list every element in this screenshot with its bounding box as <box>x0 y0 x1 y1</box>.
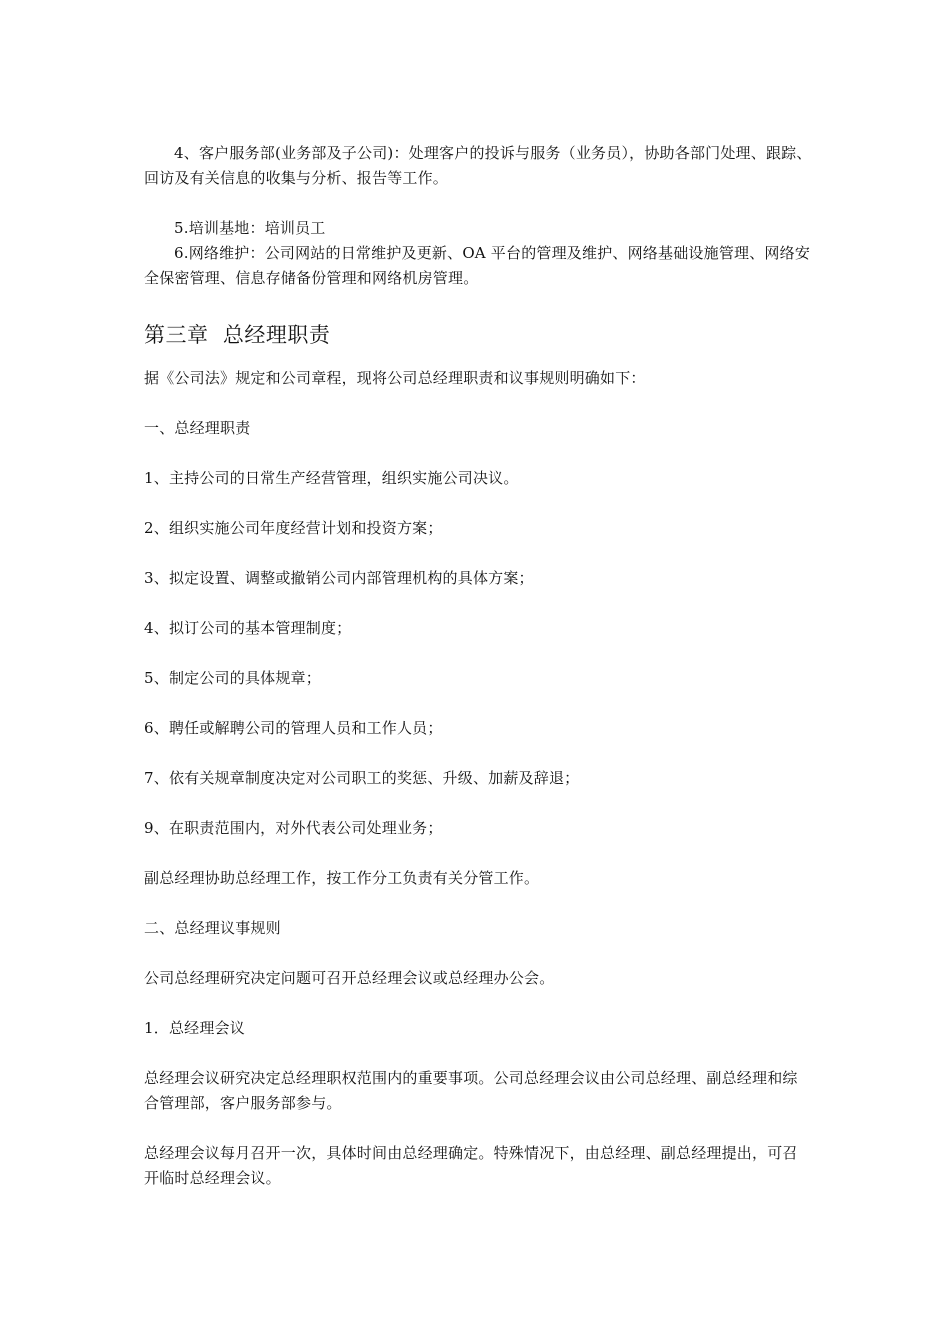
intro-paragraph: 据《公司法》规定和公司章程，现将公司总经理职责和议事规则明确如下： <box>144 369 646 387</box>
section-title-duties: 一、总经理职责 <box>144 419 251 437</box>
duty-item: 6、聘任或解聘公司的管理人员和工作人员； <box>144 719 443 737</box>
duty-item: 9、在职责范围内，对外代表公司处理业务； <box>144 819 443 837</box>
duty-item: 4、拟订公司的基本管理制度； <box>144 619 352 637</box>
section-title-rules: 二、总经理议事规则 <box>144 919 281 937</box>
duty-item: 2、组织实施公司年度经营计划和投资方案； <box>144 519 443 537</box>
meeting-title: 1．总经理会议 <box>144 1019 245 1037</box>
meeting-paragraph-2: 总经理会议每月召开一次，具体时间由总经理确定。特殊情况下，由总经理、副总经理提出，可召开临时总经理会议。 <box>144 1144 798 1187</box>
rules-intro: 公司总经理研究决定问题可召开总经理会议或总经理办公会。 <box>144 969 555 987</box>
meeting-paragraph-1: 总经理会议研究决定总经理职权范围内的重要事项。公司总经理会议由公司总经理、副总经理和综合管理部，客户服务部参与。 <box>144 1069 798 1112</box>
duty-item: 3、拟定设置、调整或撤销公司内部管理机构的具体方案； <box>144 569 534 587</box>
deputy-note: 副总经理协助总经理工作，按工作分工负责有关分管工作。 <box>144 869 540 887</box>
duty-item: 7、依有关规章制度决定对公司职工的奖惩、升级、加薪及辞退； <box>144 769 580 787</box>
paragraph-network-maintenance: 6.网络维护：公司网站的日常维护及更新、OA 平台的管理及维护、网络基础设施管理、网络安全保密管理、信息存储备份管理和网络机房管理。 <box>144 244 811 287</box>
paragraph-training-base: 5.培训基地：培训员工 <box>174 219 326 237</box>
paragraph-customer-service: 4、客户服务部(业务部及子公司)：处理客户的投诉与服务（业务员），协助各部门处理、跟踪、回访及有关信息的收集与分析、报告等工作。 <box>144 144 812 187</box>
duty-item: 5、制定公司的具体规章； <box>144 669 321 687</box>
chapter-title: 第三章 总经理职责 <box>144 323 331 347</box>
duty-item: 1、主持公司的日常生产经营管理，组织实施公司决议。 <box>144 469 519 487</box>
